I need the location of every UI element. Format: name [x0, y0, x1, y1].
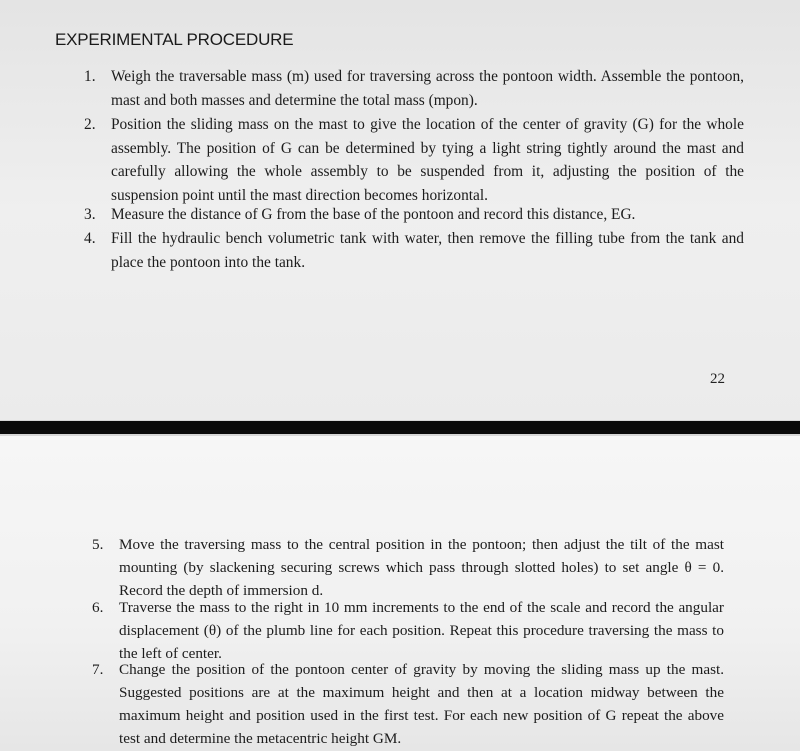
step-text: Weigh the traversable mass (m) used for traversing across the pontoon width. Assemble the pontoon, mast and both masses and determine the total mass (mpon). — [111, 68, 744, 109]
step-text: Change the position of the pontoon center of gravity by moving the sliding mass up the mast. Suggested positions are at the maximum height and then at a location midway between the maximum height and position used in the first test. For each new position of G repeat the above test and determine the metacentric height GM. — [119, 661, 724, 747]
step-text: Fill the hydraulic bench volumetric tank with water, then remove the filling tube from the tank and place the pontoon into the tank. — [111, 230, 744, 271]
page-number: 22 — [710, 371, 725, 387]
step-number: 5. — [92, 536, 104, 553]
step-number: 2. — [84, 116, 96, 133]
procedure-step-2 — [84, 113, 744, 207]
procedure-step-7 — [92, 658, 724, 750]
step-number: 7. — [92, 661, 104, 678]
procedure-step-3 — [84, 203, 744, 227]
step-text: Move the traversing mass to the central position in the pontoon; then adjust the tilt of the mast mounting (by slackening securing screws which pass through slotted holes) to set angle θ = 0. Record the depth of immersion d. — [119, 536, 724, 599]
page-divider — [0, 421, 800, 434]
step-number: 6. — [92, 599, 104, 616]
step-text: Measure the distance of G from the base of the pontoon and record this distance, EG. — [111, 206, 636, 223]
step-number: 3. — [84, 206, 96, 223]
procedure-step-1 — [84, 65, 744, 112]
step-number: 1. — [84, 68, 96, 85]
procedure-step-4 — [84, 227, 744, 274]
step-text: Position the sliding mass on the mast to give the location of the center of gravity (G) for the whole assembly. The position of G can be determined by tying a light string tightly around the mast and carefully allowing the whole assembly to be suspended from it, adjusting the position of the suspension point until the mast direction becomes horizontal. — [111, 116, 744, 204]
step-number: 4. — [84, 230, 96, 247]
procedure-step-5 — [92, 533, 724, 602]
section-heading: EXPERIMENTAL PROCEDURE — [55, 30, 294, 49]
step-text: Traverse the mass to the right in 10 mm increments to the end of the scale and record the angular displacement (θ) of the plumb line for each position. Repeat this procedure traversing the mass to the left of center. — [119, 599, 724, 662]
procedure-step-6 — [92, 596, 724, 665]
